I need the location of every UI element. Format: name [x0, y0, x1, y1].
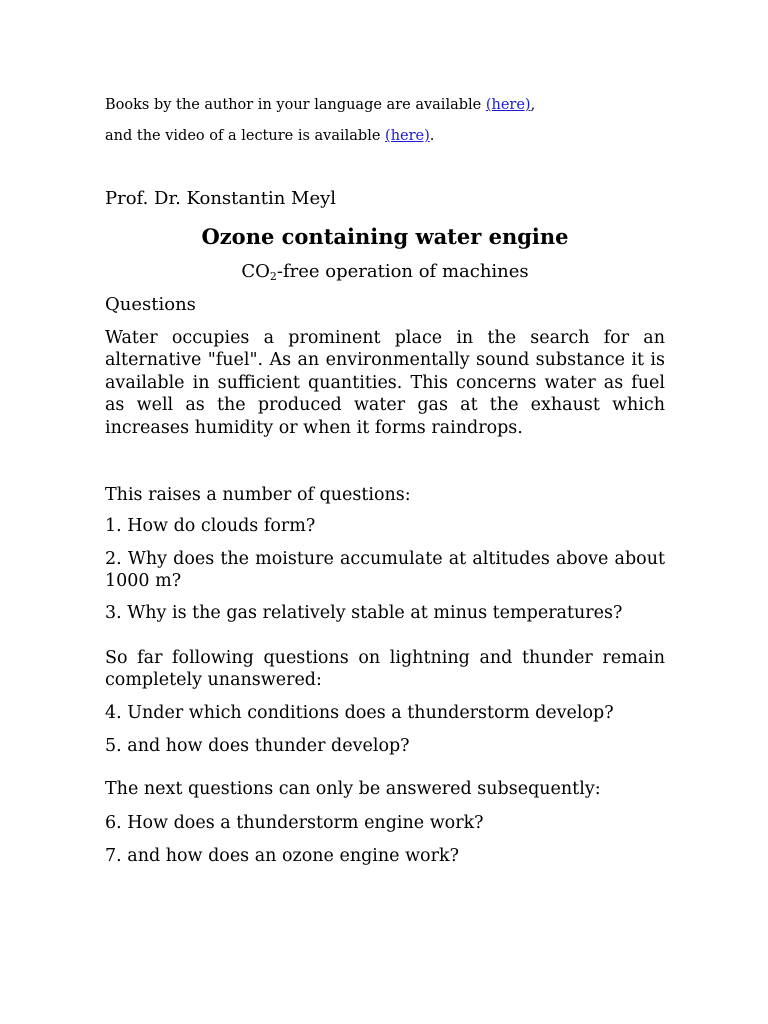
- question-5: 5. and how does thunder develop?: [105, 736, 410, 756]
- question-3: 3. Why is the gas relatively stable at minus temperatures?: [105, 603, 623, 623]
- author-name: Prof. Dr. Konstantin Meyl: [105, 188, 337, 209]
- document-subtitle: [105, 261, 665, 283]
- intro-line-video: [105, 127, 685, 145]
- intro-video-end: .: [429, 128, 435, 144]
- question-2: 2. Why does the moisture accumulate at altitudes above about 1000 m?: [105, 549, 665, 592]
- question-6: 6. How does a thunderstorm engine work?: [105, 813, 484, 833]
- paragraph-lightning: So far following questions on lightning and thunder remain completely unanswered:: [105, 648, 665, 691]
- paragraph-next-questions: The next questions can only be answered subsequently:: [105, 779, 601, 799]
- intro-books-text: Books by the author in your language are available: [105, 97, 486, 113]
- books-here-link[interactable]: (here): [485, 97, 531, 113]
- intro-books-end: ,: [530, 97, 536, 113]
- intro-video-text: and the video of a lecture is available: [105, 128, 386, 144]
- intro-line-books: [105, 96, 685, 114]
- paragraph-questions-lead: This raises a number of questions:: [105, 485, 411, 505]
- document-title: Ozone containing water engine: [201, 224, 569, 249]
- subtitle-prefix: CO: [241, 261, 270, 282]
- question-4: 4. Under which conditions does a thunderstorm develop?: [105, 703, 614, 723]
- video-here-link[interactable]: (here): [385, 128, 430, 144]
- question-7: 7. and how does an ozone engine work?: [105, 846, 459, 866]
- subtitle-suffix: -free operation of machines: [276, 261, 529, 282]
- paragraph-intro: Water occupies a prominent place in the search for an alternative "fuel". As an environmentally sound substance it is available in sufficient quantities. This concerns water as fuel as well as the produced water gas at the exhaust which increases humidity or when it forms raindrops.: [105, 328, 665, 438]
- subtitle-subscript: 2: [269, 270, 277, 283]
- question-1: 1. How do clouds form?: [105, 516, 316, 536]
- section-heading: Questions: [105, 294, 196, 315]
